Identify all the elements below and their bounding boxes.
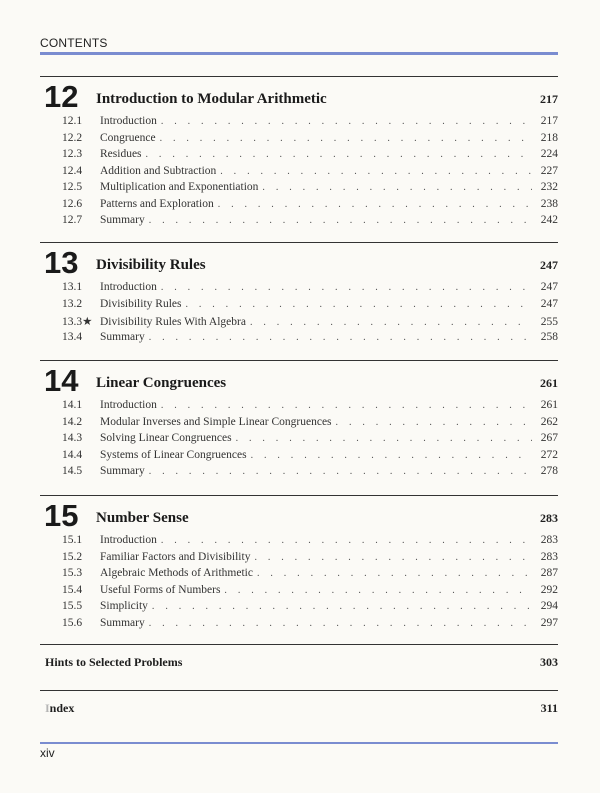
section-title: Simplicity [100,600,148,612]
dot-leader [236,433,532,444]
toc-entry[interactable] [40,298,558,315]
chapter-page: 247 [540,258,558,272]
dot-leader [160,133,532,144]
toc-entry[interactable] [40,600,558,617]
toc-entry[interactable] [40,584,558,601]
chapter-heading [40,363,558,399]
index-section [40,690,558,716]
section-page: 224 [540,148,558,160]
section-number: 12.2 [62,131,83,144]
chapter-rule [40,242,558,243]
toc-entry[interactable] [40,331,558,348]
chapter-number: 12 [44,79,79,114]
section-title: Introduction [100,115,157,127]
toc-entry[interactable] [40,465,558,482]
chapter-heading [40,498,558,534]
section-page: 242 [540,214,558,226]
hints-section [40,644,558,670]
section-title: Divisibility Rules With Algebra [100,316,246,328]
chapter-heading [40,245,558,281]
dot-leader [257,568,532,579]
chapter-rule [40,360,558,361]
toc-entry[interactable] [40,449,558,466]
section-page: 283 [540,550,558,563]
dot-leader [254,552,532,563]
chapter-page: 261 [540,376,558,390]
section-page: 278 [540,465,558,477]
toc-entry[interactable] [40,281,558,298]
section-page: 294 [540,600,558,612]
section-page: 283 [540,534,558,546]
section-title: Introduction [100,281,157,293]
section-number: 12.3 [62,148,83,160]
dot-leader [218,199,532,210]
chapter-title[interactable]: Divisibility Rules [96,257,206,273]
section-number: 12.7 [62,214,83,226]
running-head: CONTENTS [40,36,108,50]
section-title: Introduction [100,399,157,411]
hints-entry[interactable] [40,655,558,670]
section-page: 218 [540,131,558,144]
section-number: 13.3★ [62,316,93,328]
section-page: 255 [540,316,558,328]
section-number: 12.4 [62,164,83,177]
section-number: 12.6 [62,197,83,210]
chapter-heading [40,79,558,115]
section-number: 15.2 [62,550,83,563]
dot-leader [220,166,532,177]
section-page: 262 [540,415,558,428]
dot-leader [161,282,532,293]
section-page: 247 [540,281,558,293]
chapter-13 [40,242,558,347]
section-number: 12.5 [62,181,83,193]
index-title [45,701,74,716]
toc-entry[interactable] [40,181,558,198]
section-page: 238 [540,197,558,210]
index-title-initial: I [45,701,50,715]
dot-leader [146,149,532,160]
toc-entry[interactable] [40,399,558,416]
footer-rule [40,742,558,744]
section-title: Addition and Subtraction [100,164,217,177]
toc-entry[interactable] [40,551,558,568]
index-title-rest: ndex [49,701,75,715]
section-page: 267 [540,432,558,444]
section-number: 14.5 [62,465,83,477]
dot-leader [152,601,532,612]
section-title: Modular Inverses and Simple Linear Congruences [100,415,332,428]
section-title: Solving Linear Congruences [100,432,232,444]
section-title: Multiplication and Exponentiation [100,181,259,193]
dot-leader [149,332,532,343]
section-page: 232 [540,181,558,193]
chapter-page: 217 [540,92,558,106]
section-number: 13.4 [62,330,83,343]
section-title: Introduction [100,534,157,546]
section-number: 15.5 [62,600,83,612]
chapter-number: 15 [44,498,79,533]
dot-leader [262,182,532,193]
dot-leader [161,535,532,546]
section-rule [40,644,558,645]
header-rule [40,52,558,55]
toc-entry[interactable] [40,314,558,331]
section-page: 292 [540,583,558,596]
section-number: 13.2 [62,297,83,310]
section-number: 14.3 [62,432,83,444]
section-title: Useful Forms of Numbers [100,583,221,596]
section-title: Algebraic Methods of Arithmetic [100,567,253,579]
chapter-15 [40,495,558,633]
toc-entry[interactable] [40,432,558,449]
section-page: 227 [540,164,558,177]
chapter-title[interactable]: Linear Congruences [96,375,227,391]
page-folio: xiv [40,746,55,760]
toc-entry[interactable] [40,617,558,634]
section-number: 14.1 [62,399,83,411]
chapter-title[interactable]: Introduction to Modular Arithmetic [96,91,327,107]
chapter-rule [40,495,558,496]
section-title: Summary [100,465,145,477]
toc-entry[interactable] [40,214,558,231]
dot-leader [251,450,532,461]
section-page: 297 [540,616,558,629]
chapter-number: 13 [44,245,79,280]
toc-entry[interactable] [40,567,558,584]
dot-leader [250,317,532,328]
chapter-14 [40,360,558,482]
dot-leader [149,466,532,477]
index-page: 311 [540,701,558,715]
section-page: 217 [540,115,558,127]
hints-page: 303 [540,655,558,669]
hints-title: Hints to Selected Problems [45,655,183,669]
section-title: Summary [100,214,145,226]
section-title: Patterns and Exploration [100,197,214,210]
toc-entry[interactable] [40,198,558,215]
section-title: Systems of Linear Congruences [100,448,247,461]
toc-entry[interactable] [40,132,558,149]
section-page: 258 [540,330,558,343]
toc-entry[interactable] [40,534,558,551]
toc-entry[interactable] [40,416,558,433]
chapter-number: 14 [44,363,79,398]
section-page: 247 [540,297,558,310]
chapter-page: 283 [540,511,558,525]
section-title: Summary [100,330,145,343]
section-number: 15.6 [62,616,83,629]
section-page: 261 [540,399,558,411]
section-title: Residues [100,148,142,160]
chapter-12 [40,76,558,231]
dot-leader [149,215,532,226]
chapter-title[interactable]: Number Sense [96,510,189,526]
section-number: 12.1 [62,115,83,127]
toc-entry[interactable] [40,165,558,182]
section-page: 287 [540,567,558,579]
dot-leader [161,400,532,411]
section-title: Summary [100,616,145,629]
dot-leader [185,299,532,310]
section-number: 14.4 [62,448,83,461]
section-number: 15.1 [62,534,83,546]
section-title: Divisibility Rules [100,297,182,310]
section-number: 15.3 [62,567,83,579]
section-number: 13.1 [62,281,83,293]
section-rule [40,690,558,691]
section-title: Familiar Factors and Divisibility [100,550,251,563]
toc-entry[interactable] [40,115,558,132]
section-title: Congruence [100,131,156,144]
chapter-rule [40,76,558,77]
section-number: 14.2 [62,415,83,428]
section-number: 15.4 [62,583,83,596]
index-entry[interactable] [40,701,558,716]
section-page: 272 [540,448,558,461]
dot-leader [161,116,532,127]
dot-leader [149,618,532,629]
dot-leader [224,585,532,596]
toc-entry[interactable] [40,148,558,165]
dot-leader [336,417,532,428]
